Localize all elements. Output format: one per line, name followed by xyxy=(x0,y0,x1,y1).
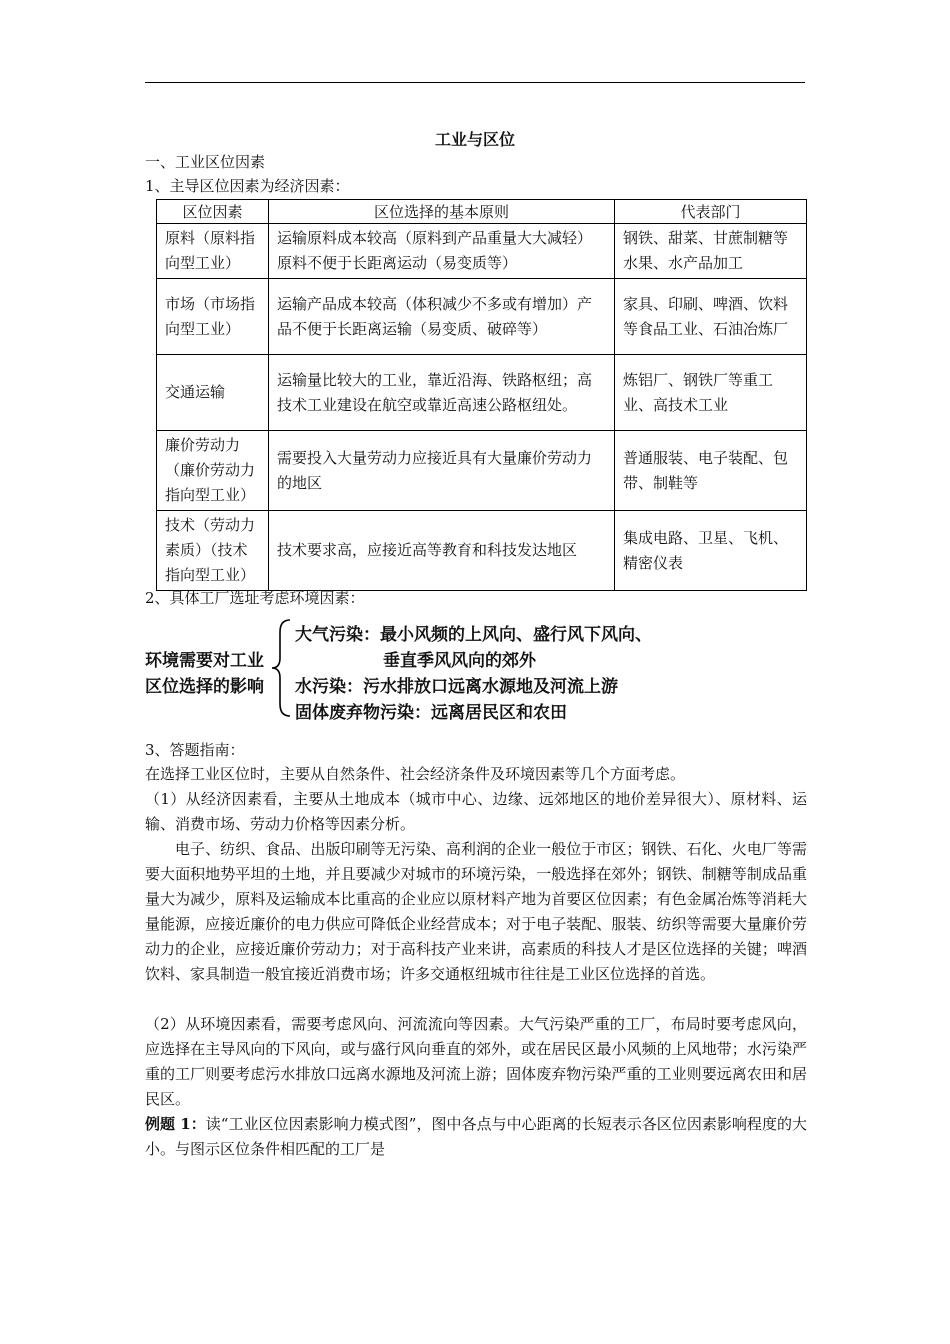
subheading-economic: 1、主导区位因素为经济因素： xyxy=(145,177,350,195)
table-cell: 运输产品成本较高（体积减少不多或有增加）产品不便于长距离运输（易变质、破碎等） xyxy=(269,279,615,355)
table-row xyxy=(157,511,807,591)
water-pollution-line: 水污染：污水排放口远离水源地及河流上游 xyxy=(295,677,618,697)
table-header-cell: 区位因素 xyxy=(157,200,269,224)
paragraph: 电子、纺织、食品、出版印刷等无污染、高利润的企业一般位于市区；钢铁、石化、火电厂等需要大面积地势平坦的土地，并且要减少对城市的环境污染，一般选择在郊外；钢铁、制糖等制成品重量大为减少，原料及运输成本比重高的企业应以原材料产地为首要区位因素；有色金属冶炼等消耗大量能源，应接近廉价的电力供应可降低企业经营成本；对于电子装配、服装、纺织等需要大量廉价劳动力的企业，应接近廉价劳动力；对于高科技产业来讲，高素质的科技人才是区位选择的关键；啤酒饮料、家具制造一般宜接近消费市场；许多交通枢纽城市往往是工业区位选择的首选。 xyxy=(145,840,807,983)
document-title: 工业与区位 xyxy=(434,130,515,149)
paragraph: （2）从环境因素看，需要考虑风向、河流流向等因素。大气污染严重的工厂，布局时要考虑风向，应选择在主导风向的下风向，或与盛行风向垂直的郊外，或在居民区最小风频的上风地带；水污染严重的工厂则要考虑污水排放口远离水源地及河流上游；固体废弃物污染严重的工业则要远离农田和居民区。 xyxy=(145,1015,807,1108)
table-cell: 技术要求高，应接近高等教育和科技发达地区 xyxy=(269,511,615,591)
diagram-label: 区位选择的影响 xyxy=(145,677,264,697)
paragraph: （1）从经济因素看，主要从土地成本（城市中心、边缘、远郊地区的地价差异很大）、原材料、运输、消费市场、劳动力价格等因素分析。 xyxy=(145,790,807,833)
table-row xyxy=(157,355,807,431)
header-rule xyxy=(145,82,805,83)
table-cell: 家具、印刷、啤酒、饮料等食品工业、石油冶炼厂 xyxy=(615,279,807,355)
table-cell: 钢铁、甜菜、甘蔗制糖等水果、水产品加工 xyxy=(615,224,807,279)
factor-table xyxy=(156,199,807,591)
table-cell: 原料（原料指向型工业） xyxy=(157,224,269,279)
table-cell: 运输原料成本较高（原料到产品重量大大减轻）原料不便于长距离运动（易变质等） xyxy=(269,224,615,279)
table-cell: 炼铝厂、钢铁厂等重工业、高技术工业 xyxy=(615,355,807,431)
table-cell: 运输量比较大的工业，靠近沿海、铁路枢纽；高技术工业建设在航空或靠近高速公路枢纽处。 xyxy=(269,355,615,431)
table-row xyxy=(157,431,807,511)
section-heading-1: 一、工业区位因素 xyxy=(145,153,266,171)
table-cell: 普通服装、电子装配、包带、制鞋等 xyxy=(615,431,807,511)
example-label: 例题 1： xyxy=(145,1115,206,1133)
table-header-row xyxy=(157,200,807,224)
table-cell: 技术（劳动力素质）（技术指向型工业） xyxy=(157,511,269,591)
table-cell: 市场（市场指向型工业） xyxy=(157,279,269,355)
table-header-cell: 代表部门 xyxy=(615,200,807,224)
table-cell: 廉价劳动力（廉价劳动力指向型工业） xyxy=(157,431,269,511)
table-cell: 需要投入大量劳动力应接近具有大量廉价劳动力的地区 xyxy=(269,431,615,511)
air-pollution-line: 大气污染：最小风频的上风向、盛行风下风向、 xyxy=(295,625,652,645)
subheading-environment: 2、具体工厂选址考虑环境因素： xyxy=(145,589,365,607)
subheading-guide: 3、答题指南： xyxy=(145,741,245,759)
environment-diagram xyxy=(140,614,700,724)
diagram-label: 环境需要对工业 xyxy=(145,651,264,671)
solid-waste-line: 固体废弃物污染：远离居民区和农田 xyxy=(295,703,567,723)
air-pollution-line-cont: 垂直季风风向的郊外 xyxy=(383,651,536,671)
table-cell: 集成电路、卫星、飞机、精密仪表 xyxy=(615,511,807,591)
table-cell: 交通运输 xyxy=(157,355,269,431)
example-question xyxy=(145,1112,807,1162)
table-row xyxy=(157,224,807,279)
table-header-cell: 区位选择的基本原则 xyxy=(269,200,615,224)
paragraph: 在选择工业区位时，主要从自然条件、社会经济条件及环境因素等几个方面考虑。 xyxy=(145,765,686,783)
example-text: 读“工业区位因素影响力模式图”，图中各点与中心距离的长短表示各区位因素影响程度的大小。与图示区位条件相匹配的工厂是 xyxy=(145,1115,807,1158)
curly-brace-icon xyxy=(270,618,292,718)
table-row xyxy=(157,279,807,355)
